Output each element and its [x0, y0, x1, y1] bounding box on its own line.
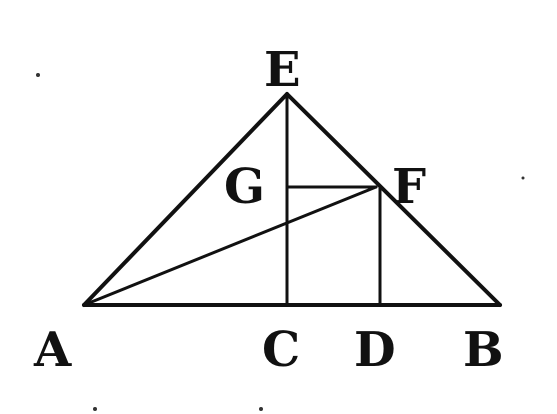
label-g: G: [224, 159, 265, 215]
label-d: D: [354, 322, 396, 378]
label-e: E: [264, 42, 301, 98]
scan-speck: [522, 177, 525, 180]
label-f: F: [392, 159, 427, 215]
label-a: A: [34, 322, 72, 378]
scan-speck: [259, 407, 263, 411]
scan-speck: [93, 407, 97, 411]
label-c: C: [262, 322, 301, 378]
scan-speck: [36, 73, 40, 77]
label-b: B: [463, 322, 504, 378]
